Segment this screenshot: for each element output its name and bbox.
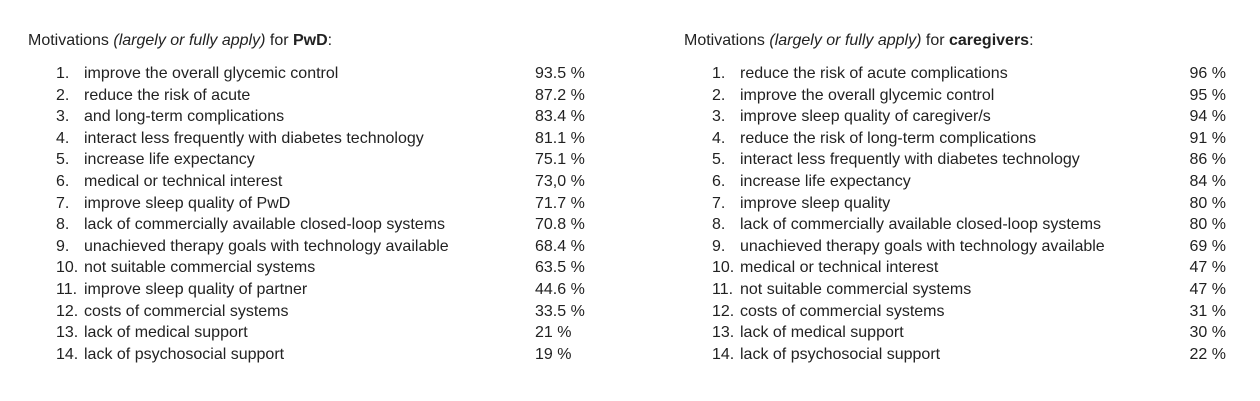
pwd-item-percentage: 70.8 % (535, 216, 585, 234)
pwd-heading-middle: for (265, 32, 293, 49)
caregivers-item-text: improve the overall glycemic control (740, 86, 995, 104)
caregivers-heading (684, 30, 1234, 52)
pwd-list-item (28, 322, 608, 344)
pwd-list-item (28, 214, 608, 236)
caregivers-item-percentage: 30 % (1189, 324, 1226, 342)
pwd-item-percentage: 75.1 % (535, 151, 585, 169)
pwd-item-percentage: 21 % (535, 324, 572, 342)
caregivers-item-text: interact less frequently with diabetes technology (740, 151, 1080, 169)
caregivers-item-number: 1. (712, 65, 726, 82)
caregivers-item-number: 3. (712, 108, 726, 126)
pwd-list-item (28, 344, 608, 366)
pwd-item-text: and long-term complications (84, 108, 285, 126)
caregivers-item-number: 10. (712, 259, 735, 277)
caregivers-list-item (684, 257, 1234, 279)
pwd-item-percentage: 44.6 % (535, 280, 585, 298)
caregivers-item-number: 9. (712, 237, 726, 255)
caregivers-heading-group: caregivers (949, 32, 1030, 49)
caregivers-item-text: costs of commercial systems (740, 302, 945, 320)
caregivers-item-text: lack of psychosocial support (740, 345, 941, 363)
caregivers-item-text: unachieved therapy goals with technology available (740, 237, 1105, 255)
pwd-list-item (28, 63, 608, 85)
pwd-list-item (28, 128, 608, 150)
pwd-list-item (28, 171, 608, 193)
pwd-item-text: improve sleep quality of PwD (84, 194, 291, 212)
pwd-item-text: lack of medical support (84, 324, 248, 342)
pwd-item-number: 11. (56, 280, 78, 298)
pwd-item-number: 10. (56, 259, 79, 277)
pwd-item-percentage: 83.4 % (535, 108, 585, 126)
pwd-item-number: 12. (56, 302, 79, 320)
caregivers-item-number: 4. (712, 129, 726, 147)
caregivers-list-item (684, 279, 1234, 301)
caregivers-heading-prefix: Motivations (684, 32, 770, 49)
pwd-item-number: 8. (56, 216, 70, 234)
pwd-item-text: lack of commercially available closed-loop systems (84, 216, 446, 234)
caregivers-item-text: improve sleep quality of caregiver/s (740, 108, 991, 126)
caregivers-list-item (684, 149, 1234, 171)
pwd-heading-group: PwD (293, 32, 328, 49)
caregivers-item-percentage: 69 % (1189, 237, 1226, 255)
pwd-item-number: 7. (56, 194, 70, 212)
caregivers-item-number: 11. (712, 280, 734, 298)
caregivers-item-text: medical or technical interest (740, 259, 939, 277)
caregivers-heading-suffix: : (1029, 32, 1034, 49)
caregivers-item-percentage: 22 % (1189, 345, 1226, 363)
pwd-item-text: increase life expectancy (84, 151, 255, 169)
caregivers-heading-qualifier: (largely or fully apply) (769, 32, 922, 49)
caregivers-list-item (684, 128, 1234, 150)
pwd-item-percentage: 19 % (535, 345, 572, 363)
caregivers-item-percentage: 96 % (1189, 65, 1226, 82)
caregivers-item-number: 5. (712, 151, 726, 169)
pwd-item-percentage: 93.5 % (535, 65, 585, 82)
pwd-item-number: 3. (56, 108, 70, 126)
caregivers-list-item (684, 106, 1234, 128)
pwd-item-number: 4. (56, 129, 70, 147)
caregivers-item-percentage: 31 % (1189, 302, 1226, 320)
caregivers-item-text: not suitable commercial systems (740, 280, 972, 298)
pwd-item-text: reduce the risk of acute (84, 86, 251, 104)
pwd-heading (28, 30, 608, 52)
caregivers-item-number: 12. (712, 302, 735, 320)
pwd-item-number: 6. (56, 172, 70, 190)
pwd-item-number: 13. (56, 324, 79, 342)
caregivers-list-item (684, 193, 1234, 215)
pwd-list-item (28, 301, 608, 323)
caregivers-item-percentage: 47 % (1189, 259, 1226, 277)
caregivers-item-percentage: 47 % (1189, 280, 1226, 298)
pwd-list-item (28, 257, 608, 279)
caregivers-item-percentage: 86 % (1189, 151, 1226, 169)
caregivers-list-item (684, 236, 1234, 258)
pwd-item-text: unachieved therapy goals with technology available (84, 237, 449, 255)
pwd-list-item (28, 149, 608, 171)
caregivers-item-percentage: 80 % (1189, 216, 1226, 234)
caregivers-motivations-panel (684, 30, 1234, 365)
pwd-item-text: improve the overall glycemic control (84, 65, 339, 82)
caregivers-item-number: 14. (712, 345, 735, 363)
caregivers-item-percentage: 84 % (1189, 172, 1226, 190)
pwd-item-percentage: 68.4 % (535, 237, 585, 255)
caregivers-item-percentage: 91 % (1189, 129, 1226, 147)
pwd-item-number: 1. (56, 65, 70, 82)
caregivers-item-text: lack of medical support (740, 324, 904, 342)
pwd-item-percentage: 81.1 % (535, 129, 585, 147)
caregivers-motivation-list (684, 63, 1234, 365)
caregivers-item-number: 6. (712, 172, 726, 190)
pwd-heading-suffix: : (327, 32, 333, 49)
pwd-item-percentage: 87.2 % (535, 86, 585, 104)
pwd-list-item (28, 236, 608, 258)
pwd-motivations-panel (28, 30, 608, 365)
caregivers-list-item (684, 322, 1234, 344)
pwd-list-item (28, 279, 608, 301)
caregivers-item-percentage: 95 % (1189, 86, 1226, 104)
caregivers-list-item (684, 344, 1234, 366)
pwd-item-text: interact less frequently with diabetes technology (84, 129, 424, 147)
caregivers-item-number: 8. (712, 216, 726, 234)
pwd-item-text: improve sleep quality of partner (84, 280, 308, 298)
caregivers-item-number: 7. (712, 194, 726, 212)
caregivers-heading-middle: for (921, 32, 949, 49)
caregivers-item-percentage: 80 % (1189, 194, 1226, 212)
caregivers-item-text: improve sleep quality (740, 194, 891, 212)
pwd-item-percentage: 71.7 % (535, 194, 585, 212)
caregivers-list-item (684, 301, 1234, 323)
caregivers-list-item (684, 85, 1234, 107)
pwd-item-text: lack of psychosocial support (84, 345, 285, 363)
pwd-list-item (28, 85, 608, 107)
pwd-heading-qualifier: (largely or fully apply) (113, 32, 266, 49)
pwd-item-text: medical or technical interest (84, 172, 283, 190)
pwd-list-item (28, 193, 608, 215)
caregivers-item-percentage: 94 % (1189, 108, 1226, 126)
caregivers-item-number: 2. (712, 86, 726, 104)
caregivers-item-text: reduce the risk of long-term complications (740, 129, 1037, 147)
caregivers-item-text: increase life expectancy (740, 172, 911, 190)
pwd-list-item (28, 106, 608, 128)
pwd-motivation-list (28, 63, 608, 365)
caregivers-list-item (684, 171, 1234, 193)
caregivers-list-item (684, 214, 1234, 236)
pwd-item-text: costs of commercial systems (84, 302, 289, 320)
pwd-item-percentage: 63.5 % (535, 259, 585, 277)
caregivers-item-text: reduce the risk of acute complications (740, 65, 1008, 82)
pwd-item-percentage: 73,0 % (535, 172, 585, 190)
pwd-item-number: 2. (56, 86, 70, 104)
pwd-item-number: 14. (56, 345, 79, 363)
pwd-item-percentage: 33.5 % (535, 302, 585, 320)
pwd-item-text: not suitable commercial systems (84, 259, 316, 277)
pwd-heading-prefix: Motivations (28, 32, 114, 49)
caregivers-list-item (684, 63, 1234, 85)
caregivers-item-text: lack of commercially available closed-loop systems (740, 216, 1102, 234)
pwd-item-number: 9. (56, 237, 70, 255)
pwd-item-number: 5. (56, 151, 70, 169)
caregivers-item-number: 13. (712, 324, 735, 342)
